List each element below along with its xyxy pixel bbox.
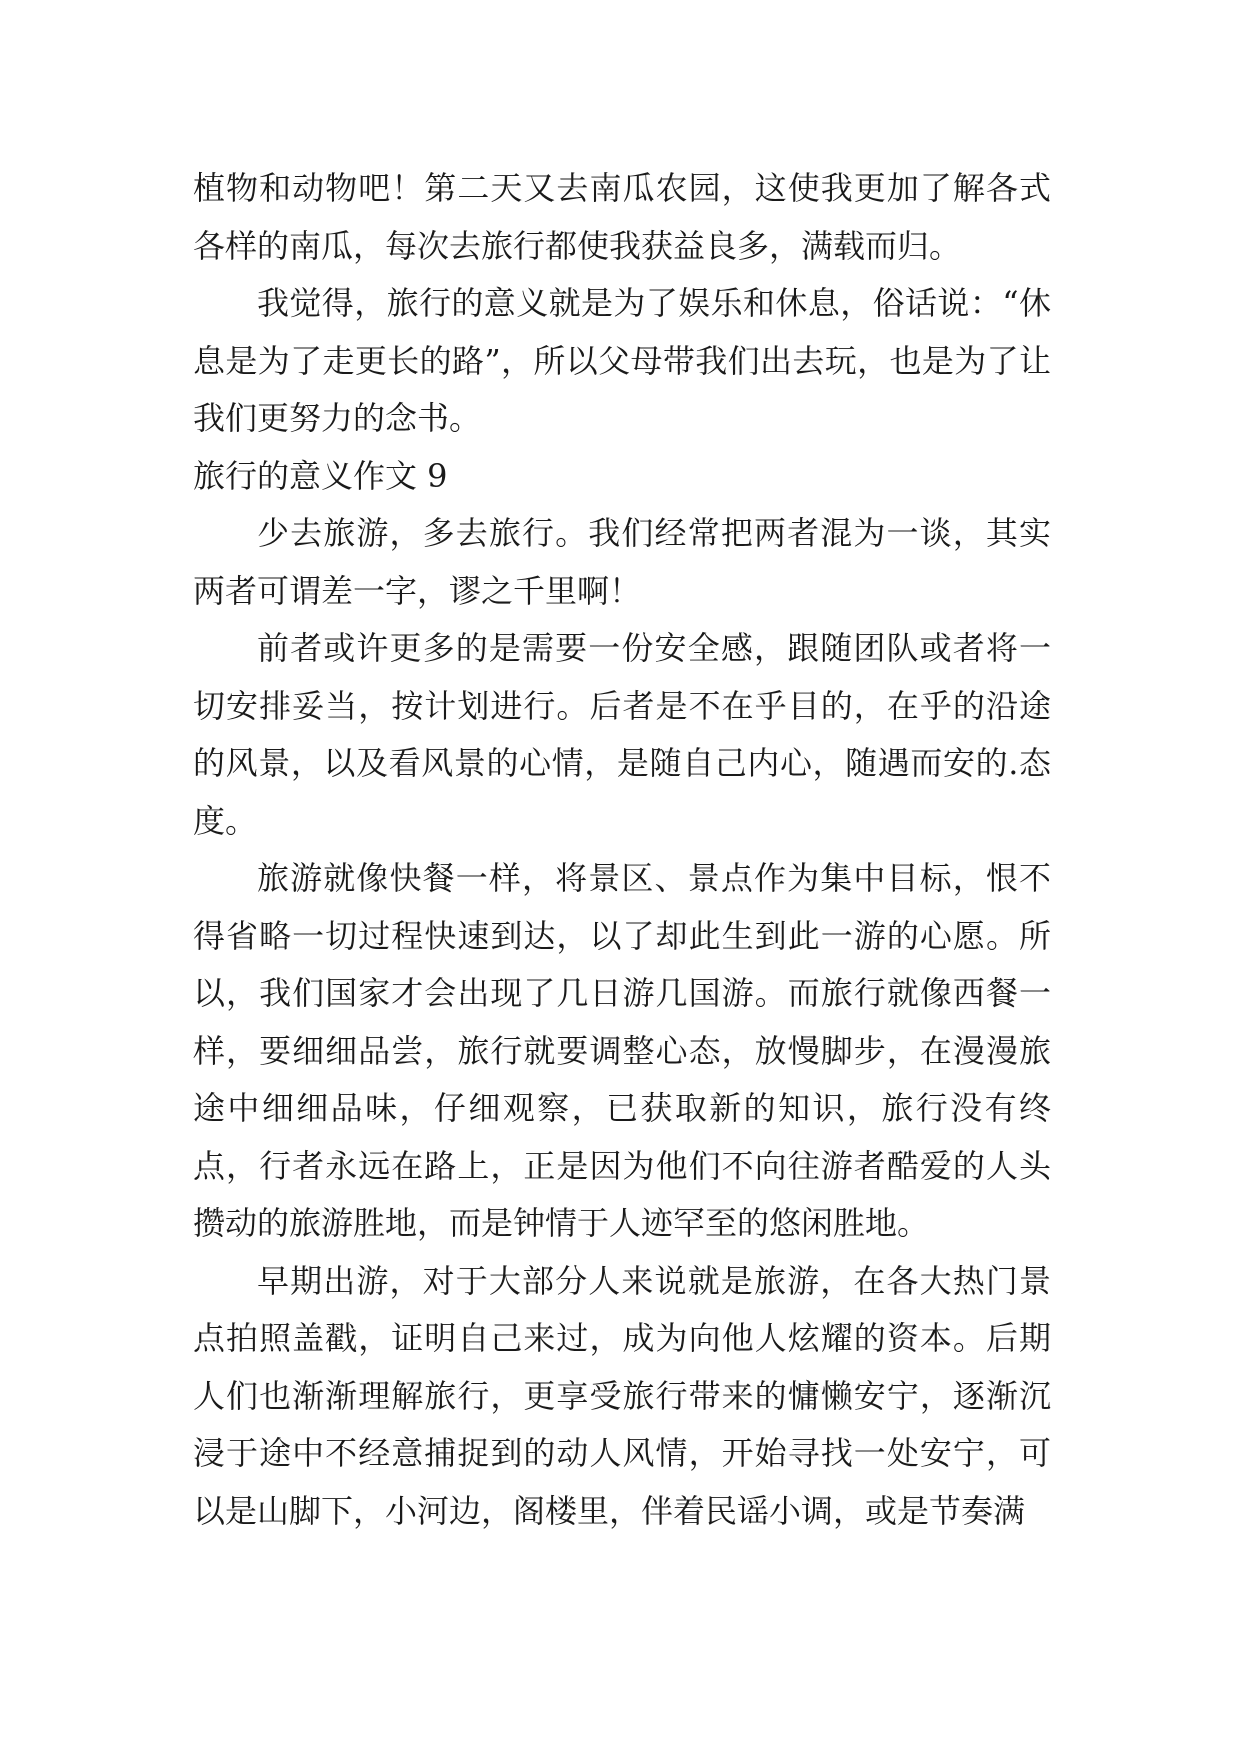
- paragraph-4: 前者或许更多的是需要一份安全感，跟随团队或者将一切安排妥当，按计划进行。后者是不在乎目的，在乎的沿途的风景，以及看风景的心情，是随自己内心，随遇而安的.态度。: [193, 629, 1051, 840]
- paragraph-1: 植物和动物吧！第二天又去南瓜农园，这使我更加了解各式各样的南瓜，每次去旅行都使我获益良多，满载而归。: [193, 169, 1051, 265]
- paragraph-2: 我觉得，旅行的意义就是为了娱乐和休息，俗话说：“休息是为了走更长的路”，所以父母带我们出去玩，也是为了让我们更努力的念书。: [193, 284, 1051, 437]
- paragraph-5: 旅游就像快餐一样，将景区、景点作为集中目标，恨不得省略一切过程快速到达，以了却此生到此一游的心愿。所以，我们国家才会出现了几日游几国游。而旅行就像西餐一样，要细细品尝，旅行就要调整心态，放慢脚步，在漫漫旅途中细细品味，仔细观察，已获取新的知识，旅行没有终点，行者永远在路上，正是因为他们不向往游者酷爱的人头攒动的旅游胜地，而是钟情于人迹罕至的悠闲胜地。: [193, 859, 1051, 1242]
- section-heading: 旅行的意义作文 9: [193, 456, 448, 495]
- paragraph-3: 少去旅游，多去旅行。我们经常把两者混为一谈，其实两者可谓差一字，谬之千里啊！: [193, 514, 1051, 610]
- paragraph-6: 早期出游，对于大部分人来说就是旅游，在各大热门景点拍照盖戳，证明自己来过，成为向他人炫耀的资本。后期人们也渐渐理解旅行，更享受旅行带来的慵懒安宁，逐渐沉浸于途中不经意捕捉到的动人风情，开始寻找一处安宁，可以是山脚下，小河边，阁楼里，伴着民谣小调，或是节奏满: [193, 1261, 1051, 1530]
- document-body: [193, 160, 1051, 1540]
